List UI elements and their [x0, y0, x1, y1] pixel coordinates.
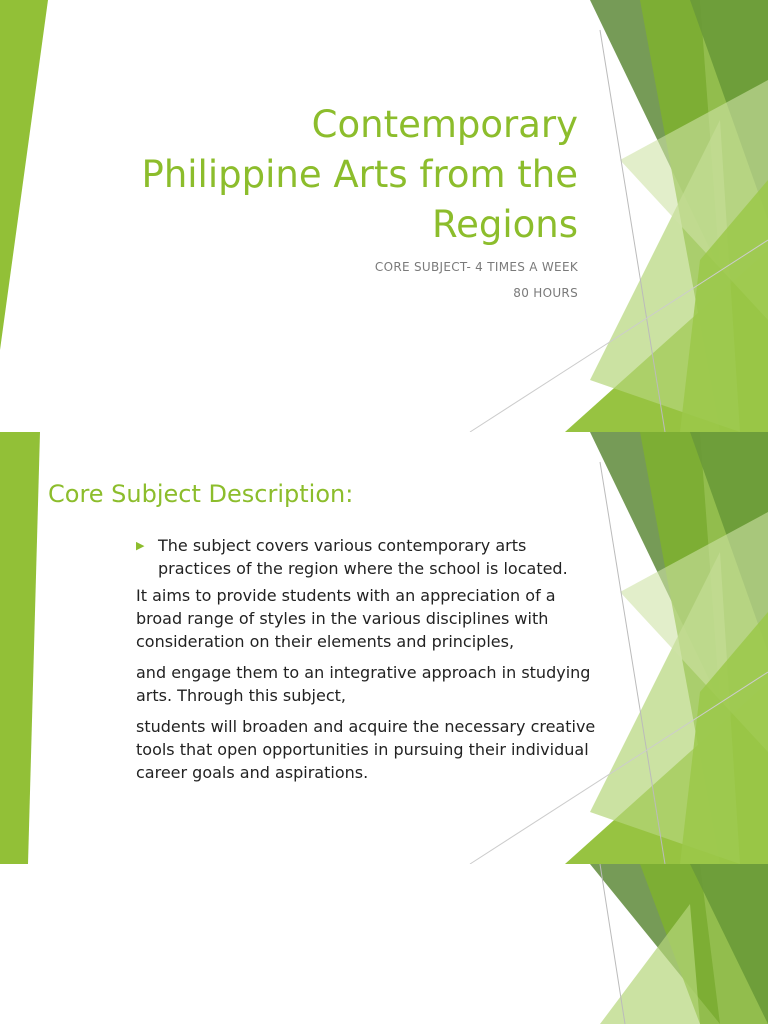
next-slide-partial: [0, 864, 768, 1024]
subtitle-schedule: CORE SUBJECT- 4 TIMES A WEEK: [374, 260, 578, 274]
decorative-triangles: [0, 864, 768, 1024]
title-line-1: Contemporary: [311, 103, 578, 146]
bullet-text: The subject covers various contemporary arts practices of the region where the school is located.: [158, 536, 568, 578]
paragraph-2: and engage them to an integrative approach in studying arts. Through this subject,: [136, 663, 591, 705]
title-slide: [0, 0, 768, 432]
title-line-3: Regions: [432, 203, 578, 246]
paragraph-3: students will broaden and acquire the necessary creative tools that open opportunities in pursuing their individual career goals and aspirations.: [136, 717, 596, 782]
description-slide: [0, 432, 768, 864]
slide-title: [58, 100, 578, 250]
subtitle-hours: 80 HOURS: [513, 286, 578, 300]
triangle-bullet-icon: ▶: [136, 539, 145, 552]
title-line-2: Philippine Arts from the: [141, 153, 578, 196]
description-body: [136, 534, 598, 792]
bullet-item: [136, 534, 598, 580]
paragraph-1: It aims to provide students with an appreciation of a broad range of styles in the various disciplines with consideration on their elements and principles,: [136, 586, 556, 651]
slide-heading: Core Subject Description:: [48, 480, 354, 508]
